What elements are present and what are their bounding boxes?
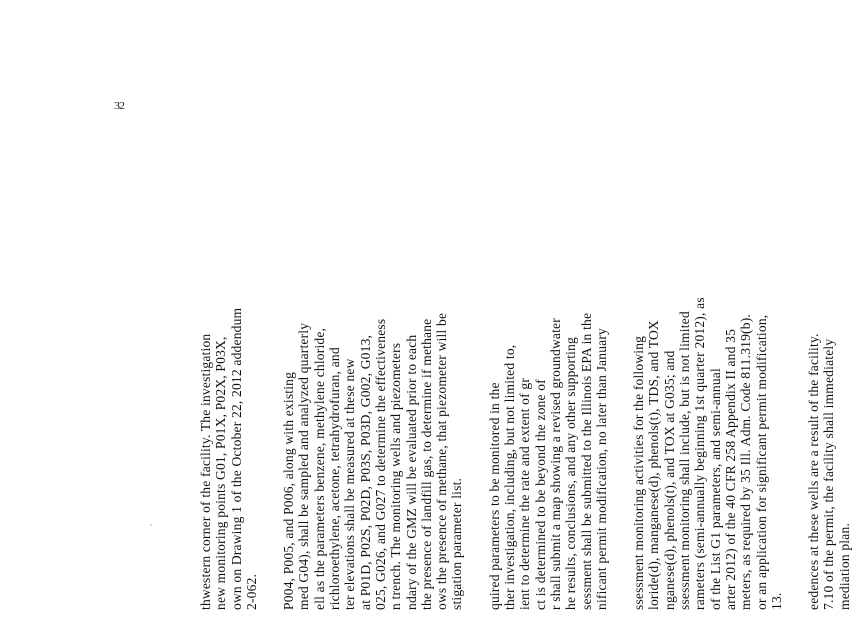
paragraph-exceedences [806, 140, 852, 610]
text-line: the presence of landfill gas, to determine if methane [418, 318, 434, 610]
paragraph-sampling-requirements [281, 140, 465, 610]
text-line: med G04), shall be sampled and analyzed quarterly [296, 322, 312, 610]
text-line: ndary of the GMZ will be evaluated prior to each [403, 334, 419, 610]
text-line: thwestern corner of the facility. The investigation [198, 333, 213, 610]
text-line: loride(d), manganese(d), phenols(t), TDS, and TOX [646, 320, 662, 610]
text-line: richloroethylene, acetone, tetrahydrofuran, and [327, 347, 343, 610]
text-line: new monitoring points G01, P01X, P02X, P03X, [213, 336, 229, 610]
text-line: eedences at these wells are a result of the facility. [806, 333, 822, 610]
text-line: ct is determined to be beyond the zone of [532, 379, 548, 610]
text-line: ssessment monitoring activities for the following [631, 335, 647, 610]
paragraph-further-investigation [487, 140, 609, 610]
text-line: 2-062. [243, 573, 259, 610]
text-line: of the List G1 parameters, and semi-annual [707, 368, 723, 610]
paragraph-assessment-monitoring [631, 140, 784, 610]
page-number-mark: 32 [114, 100, 124, 112]
text-line: n trench. The monitoring wells and piezometers [388, 342, 404, 610]
text-line: or an application for significant permit modification, [753, 314, 769, 610]
text-line: quired parameters to be monitored in the [486, 382, 502, 610]
text-line: at P01D, P02S, P02D, P03S, P03D, G002, G013, [357, 334, 373, 610]
text-line: ter elevations shall be measured at these new [342, 358, 358, 610]
text-line: ther investigation, including, but not limited to, [502, 344, 518, 610]
text-line: mediation plan. [836, 523, 852, 610]
text-line: 13. [768, 592, 784, 610]
text-line: P004, P005, and P006, along with existing [281, 371, 297, 610]
text-line: 025, G026, and G027 to determine the effectiveness [372, 318, 388, 610]
text-line: own on Drawing 1 of the October 22, 2012 addendum [228, 307, 244, 610]
text-line: nganese(d), phenols(t), and TOX at G035; and [661, 350, 677, 610]
text-line: he results, conclusions, and any other supporting [563, 336, 579, 610]
paragraph-investigation-points [198, 140, 259, 610]
text-line: 7.10 of the permit, the facility shall immediately [821, 338, 837, 610]
text-line: r shall submit a map showing a revised groundwater [547, 318, 563, 610]
rotated-text-block [198, 140, 852, 610]
scan-speck [150, 524, 152, 526]
text-line: ient to determine the rate and extent of gr [517, 377, 533, 610]
text-line: stigation parameter list. [449, 477, 465, 610]
text-line: arter 2012) of the 40 CFR 258 Appendix II and 35 [722, 328, 738, 610]
text-line: nificant permit modification, no later than January [593, 328, 609, 610]
text-line: rameters (semi-annually beginning 1st quarter 2012), as [692, 297, 708, 610]
text-line: ows the presence of methane, that piezometer will be [434, 312, 450, 610]
text-line: sessment shall be submitted to the Illinois EPA in the [578, 312, 594, 610]
text-line: ssessment monitoring shall include, but is not limited [677, 311, 693, 610]
text-line: ell as the parameters benzene, methylene chloride, [311, 327, 327, 610]
text-line: meters, as required by 35 Ill. Adm. Code 811.319(b). [738, 314, 754, 610]
